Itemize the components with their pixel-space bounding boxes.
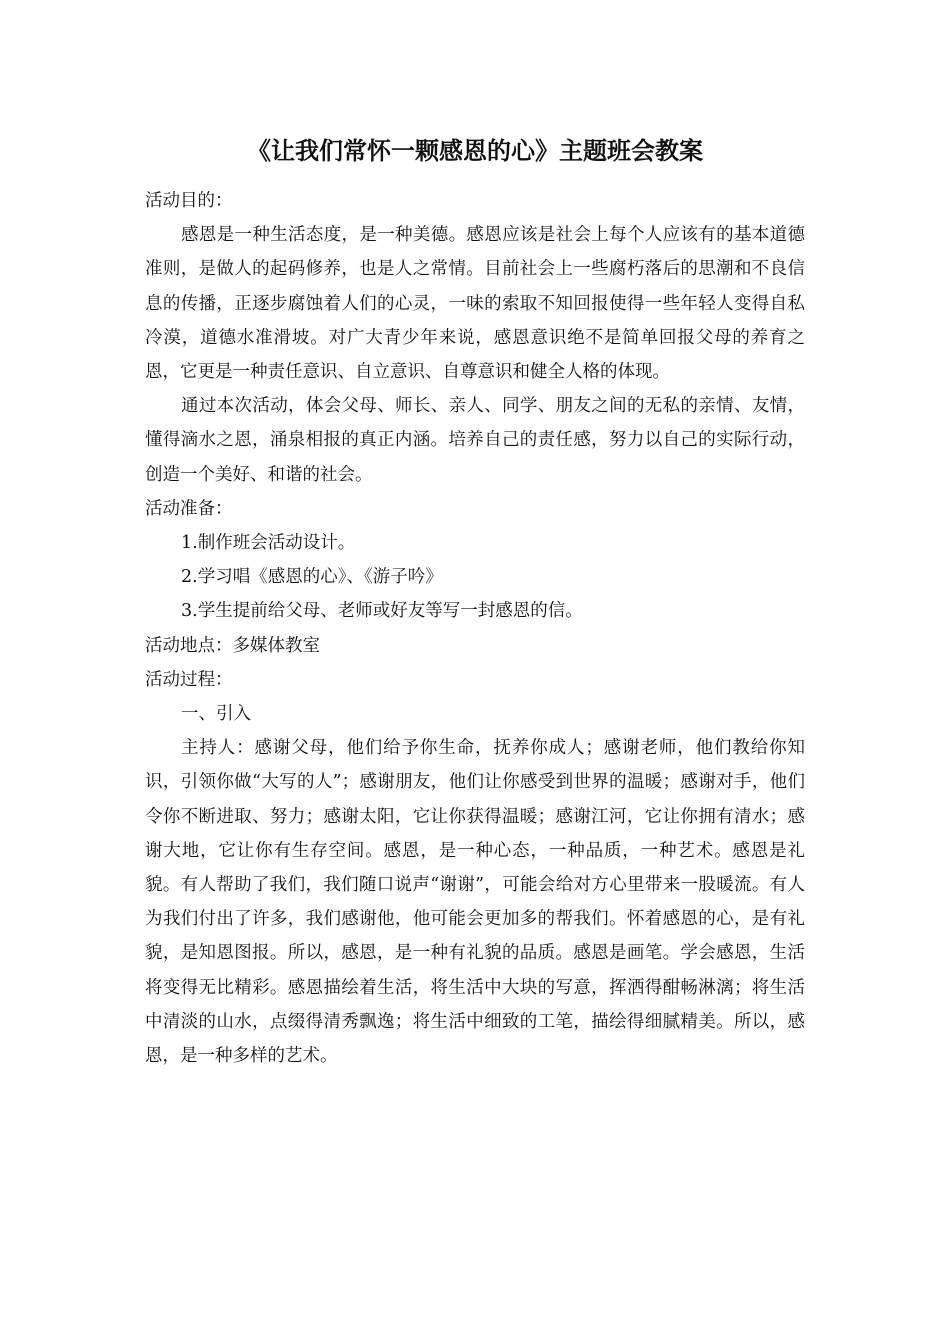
preparation-heading: 活动准备： xyxy=(145,498,233,519)
process-step-intro: 一、引入 xyxy=(181,704,251,725)
purpose-paragraph-1: 感恩是一种生活态度，是一种美德。感恩应该是社会上每个人应该有的基本道德准则，是做人的起码修养，也是人之常情。目前社会上一些腐朽落后的思潮和不良信息的传播，正逐步腐蚀着人们的心灵，一味的索取不知回报使得一些年轻人变得自私冷漠，道德水准滑坡。对广大青少年来说，感恩意识绝不是简单回报父母的养育之恩，它更是一种责任意识、自立意识、自尊意识和健全人格的体现。 xyxy=(145,225,805,383)
purpose-heading: 活动目的： xyxy=(145,191,233,211)
activity-location: 活动地点：多媒体教室 xyxy=(145,635,320,656)
preparation-item: 2.学习唱《感恩的心》、《游子吟》 xyxy=(181,567,443,588)
preparation-item: 3.学生提前给父母、老师或好友等写一封感恩的信。 xyxy=(181,601,583,622)
process-heading: 活动过程： xyxy=(145,669,233,690)
document-body xyxy=(145,184,805,1073)
host-speech-paragraph: 主持人：感谢父母，他们给予你生命，抚养你成人；感谢老师，他们教给你知识，引领你做“大写的人”；感谢朋友，他们让你感受到世界的温暖；感谢对手，他们令你不断进取、努力；感谢太阳，它让你获得温暖；感谢江河，它让你拥有清水；感谢大地，它让你有生存空间。感恩，是一种心态，一种品质，一种艺术。感恩是礼貌。有人帮助了我们，我们随口说声“谢谢”，可能会给对方心里带来一股暖流。有人为我们付出了许多，我们感谢他，他可能会更加多的帮我们。怀着感恩的心，是有礼貌，是知恩图报。所以，感恩，是一种有礼貌的品质。感恩是画笔。学会感恩，生活将变得无比精彩。感恩描绘着生活，将生活中大块的写意，挥洒得酣畅淋漓；将生活中清淡的山水，点缀得清秀飘逸；将生活中细致的工笔，描绘得细腻精美。所以，感恩，是一种多样的艺术。 xyxy=(145,738,805,1067)
document-title: 《让我们常怀一颗感恩的心》主题班会教案 xyxy=(247,137,703,165)
preparation-item: 1.制作班会活动设计。 xyxy=(181,533,356,554)
purpose-paragraph-2: 通过本次活动，体会父母、师长、亲人、同学、朋友之间的无私的亲情、友情，懂得滴水之恩，涌泉相报的真正内涵。培养自己的责任感，努力以自己的实际行动，创造一个美好、和谐的社会。 xyxy=(145,396,805,485)
